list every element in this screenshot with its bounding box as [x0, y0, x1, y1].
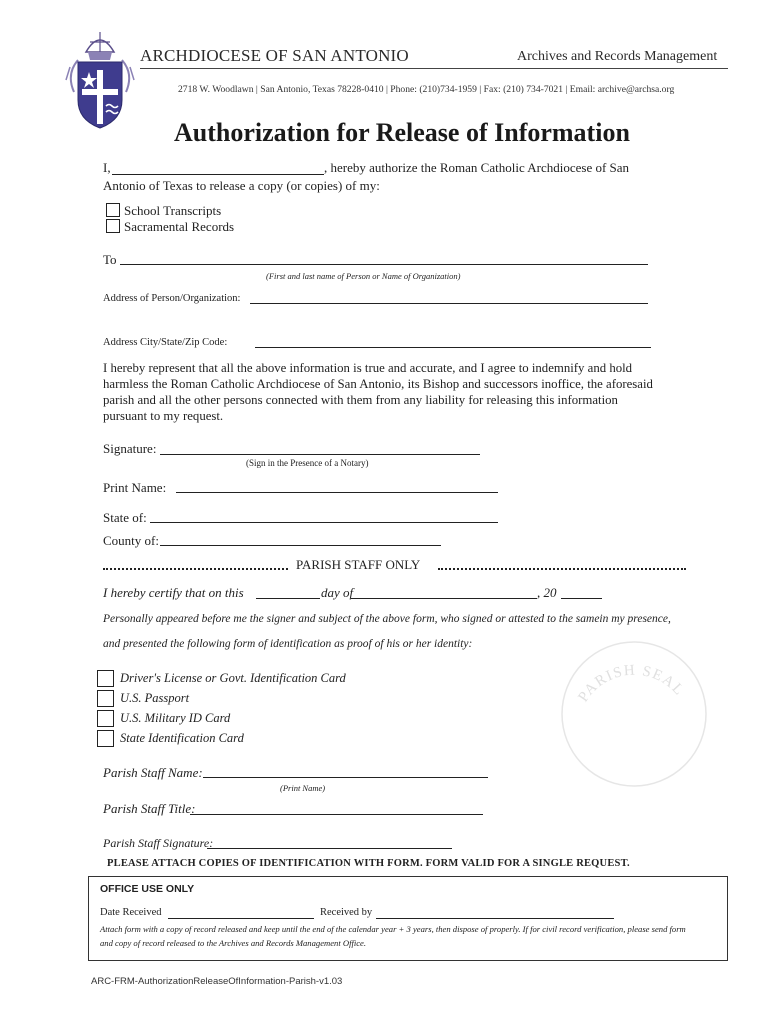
date-received-label: Date Received [100, 907, 162, 918]
certify-month-field[interactable] [351, 598, 537, 599]
passport-label: U.S. Passport [120, 691, 190, 705]
intro-prefix: I, [103, 160, 111, 175]
staff-signature-label: Parish Staff Signature: [103, 836, 214, 850]
office-note-line-2: and copy of record released to the Archives and Records Management Office. [100, 938, 367, 948]
staff-name-caption: (Print Name) [280, 783, 326, 793]
certify-part-1: I hereby certify that on this [103, 585, 244, 600]
staff-title-label: Parish Staff Title: [103, 801, 196, 816]
drivers-license-label: Driver's License or Govt. Identification Card [120, 671, 346, 685]
address-city-field[interactable] [255, 347, 651, 348]
date-received-field[interactable] [168, 918, 314, 919]
county-label: County of: [103, 533, 159, 548]
requester-name-field[interactable] [112, 174, 324, 175]
signature-caption: (Sign in the Presence of a Notary) [246, 458, 369, 468]
certify-part-3: , 20 [537, 585, 557, 600]
attach-notice: PLEASE ATTACH COPIES OF IDENTIFICATION WITH FORM. FORM VALID FOR A SINGLE REQUEST. [107, 858, 630, 869]
department-name: Archives and Records Management [517, 49, 718, 64]
header-contact-line: 2718 W. Woodlawn | San Antonio, Texas 78228-0410 | Phone: (210)734-1959 | Fax: (210) 734-7021 | Email: archive@archsa.org [178, 84, 675, 95]
certify-year-field[interactable] [561, 598, 602, 599]
office-note-line-1: Attach form with a copy of record released and keep until the end of the calendar year + 3 years, then dispose of properly. If for civil record verification, please send form [100, 924, 686, 934]
address-city-label: Address City/State/Zip Code: [103, 337, 228, 348]
staff-signature-field[interactable] [207, 848, 452, 849]
state-field[interactable] [150, 522, 498, 523]
org-name: ARCHDIOCESE OF SAN ANTONIO [140, 46, 409, 65]
header-rule [140, 68, 728, 69]
county-field[interactable] [160, 545, 441, 546]
sacramental-records-checkbox[interactable] [106, 219, 120, 233]
appeared-line-1: Personally appeared before me the signer and subject of the above form, who signed or attested to the samein my presence, [103, 613, 671, 625]
page-title: Authorization for Release of Information [174, 118, 630, 147]
staff-name-field[interactable] [203, 777, 488, 778]
staff-divider-right [438, 568, 686, 570]
state-id-label: State Identification Card [120, 731, 244, 745]
intro-suffix: , hereby authorize the Roman Catholic Archdiocese of San [324, 160, 630, 175]
parish-staff-only-heading: PARISH STAFF ONLY [296, 557, 421, 572]
appeared-line-2: and presented the following form of identification as proof of his or her identity: [103, 638, 473, 650]
print-name-label: Print Name: [103, 480, 167, 495]
signature-field[interactable] [160, 454, 480, 455]
school-transcripts-label: School Transcripts [124, 203, 222, 218]
parish-seal-circle [560, 640, 708, 788]
certify-part-2: day of [321, 585, 354, 600]
drivers-license-checkbox[interactable] [97, 670, 114, 687]
to-label: To [103, 252, 117, 267]
print-name-field[interactable] [176, 492, 498, 493]
school-transcripts-checkbox[interactable] [106, 203, 120, 217]
agreement-line: I hereby represent that all the above information is true and accurate, and I agree to indemnify and hold [103, 361, 633, 375]
form-code-footer: ARC-FRM-AuthorizationReleaseOfInformation-Parish-v1.03 [91, 976, 343, 987]
office-use-heading: OFFICE USE ONLY [100, 883, 195, 895]
agreement-line: harmless the Roman Catholic Archdiocese of San Antonio, its Bishop and successors inoffice, the aforesaid [103, 377, 653, 391]
recipient-name-field[interactable] [120, 264, 648, 265]
military-id-label: U.S. Military ID Card [120, 711, 231, 725]
received-by-field[interactable] [376, 918, 614, 919]
agreement-line: parish and all the other persons connected with them from any liability for releasing this information [103, 393, 618, 407]
signature-label: Signature: [103, 441, 157, 456]
address-field[interactable] [250, 303, 648, 304]
staff-name-label: Parish Staff Name: [103, 765, 203, 780]
sacramental-records-label: Sacramental Records [124, 219, 235, 234]
agreement-paragraph [103, 360, 653, 424]
recipient-caption: (First and last name of Person or Name of Organization) [266, 271, 461, 281]
parish-seal-text: PARISH SEAL [575, 662, 688, 705]
state-id-checkbox[interactable] [97, 730, 114, 747]
passport-checkbox[interactable] [97, 690, 114, 707]
state-label: State of: [103, 510, 147, 525]
agreement-line: pursuant to my request. [103, 409, 224, 423]
address-label: Address of Person/Organization: [103, 293, 241, 304]
intro-line-2: Antonio of Texas to release a copy (or copies) of my: [103, 178, 380, 193]
staff-divider-left [103, 568, 288, 570]
archdiocese-coat-of-arms-logo [64, 22, 136, 132]
svg-text:PARISH SEAL [575, 663, 687, 705]
received-by-label: Received by [320, 907, 373, 918]
staff-title-field[interactable] [190, 814, 483, 815]
certify-day-field[interactable] [256, 598, 320, 599]
military-id-checkbox[interactable] [97, 710, 114, 727]
